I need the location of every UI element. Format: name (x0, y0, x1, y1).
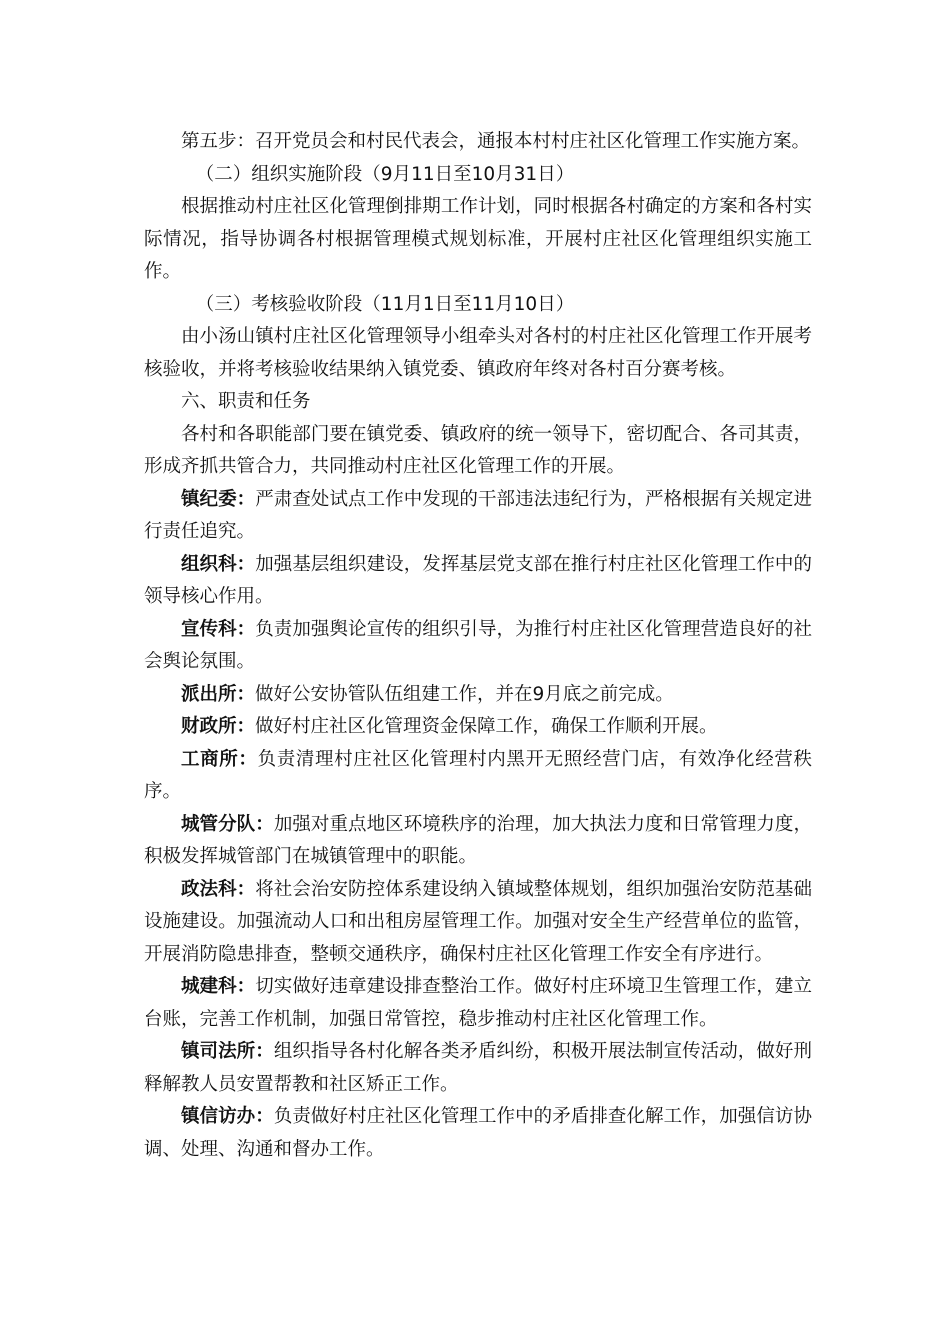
paragraph-text: 组织指导各村化解各类矛盾纠纷，积极开展法制宣传活动，做好刑释解教人员安置帮教和社区矫正工作。 (144, 1041, 812, 1095)
paragraph-text: 第五步：召开党员会和村民代表会，通报本村村庄社区化管理工作实施方案。 (181, 131, 811, 152)
paragraph-label: 派出所： (181, 683, 256, 705)
paragraph-text: 做好公安协管队伍组建工作，并在9月底之前完成。 (255, 683, 674, 705)
paragraph-implementation (144, 191, 812, 289)
paragraph-duties-intro (144, 419, 812, 484)
paragraph-urban-management (144, 809, 812, 874)
paragraph-police-station (144, 679, 812, 712)
paragraph-construction-section (144, 971, 812, 1036)
paragraph-label: 镇信访办： (181, 1106, 274, 1127)
paragraph-label: 城管分队： (181, 813, 274, 835)
paragraph-label: 镇司法所： (181, 1041, 274, 1062)
heading-duties (144, 386, 812, 419)
heading-assessment-stage (144, 289, 812, 322)
paragraph-label: 组织科： (181, 553, 256, 575)
paragraph-text: 由小汤山镇村庄社区化管理领导小组牵头对各村的村庄社区化管理工作开展考核验收，并将考核验收结果纳入镇党委、镇政府年终对各村百分赛考核。 (144, 326, 812, 380)
document-body (144, 126, 812, 1166)
paragraph-text: 加强对重点地区环境秩序的治理，加大执法力度和日常管理力度，积极发挥城管部门在城镇管理中的职能。 (144, 813, 812, 867)
paragraph-label: 城建科： (181, 976, 256, 997)
paragraph-judicial-office (144, 1036, 812, 1101)
paragraph-assessment (144, 321, 812, 386)
paragraph-label: 宣传科： (181, 618, 256, 640)
paragraph-text: （二）组织实施阶段（9月11日至10月31日） (195, 163, 575, 185)
paragraph-label: 政法科： (181, 878, 256, 900)
paragraph-step-five (144, 126, 812, 159)
paragraph-label: 财政所： (181, 716, 256, 737)
paragraph-text: 各村和各职能部门要在镇党委、镇政府的统一领导下，密切配合、各司其责，形成齐抓共管合力，共同推动村庄社区化管理工作的开展。 (144, 423, 812, 477)
paragraph-publicity-section (144, 614, 812, 679)
paragraph-petition-office (144, 1101, 812, 1166)
paragraph-label: 镇纪委： (181, 488, 256, 510)
paragraph-discipline-committee (144, 484, 812, 549)
paragraph-text: 加强基层组织建设，发挥基层党支部在推行村庄社区化管理工作中的领导核心作用。 (144, 553, 812, 607)
paragraph-text: 六、职责和任务 (181, 391, 311, 412)
paragraph-organization-section (144, 549, 812, 614)
paragraph-text: 负责清理村庄社区化管理村内黑开无照经营门店，有效净化经营秩序。 (144, 748, 812, 802)
paragraph-political-legal (144, 874, 812, 972)
paragraph-text: 严肃查处试点工作中发现的干部违法违纪行为，严格根据有关规定进行责任追究。 (144, 488, 812, 542)
paragraph-text: 负责做好村庄社区化管理工作中的矛盾排查化解工作，加强信访协调、处理、沟通和督办工作。 (144, 1106, 812, 1160)
paragraph-text: 根据推动村庄社区化管理倒排期工作计划，同时根据各村确定的方案和各村实际情况，指导协调各村根据管理模式规划标准，开展村庄社区化管理组织实施工作。 (144, 196, 812, 282)
paragraph-text: 负责加强舆论宣传的组织引导，为推行村庄社区化管理营造良好的社会舆论氛围。 (144, 618, 812, 672)
paragraph-label: 工商所： (181, 748, 258, 770)
paragraph-text: 切实做好违章建设排查整治工作。做好村庄环境卫生管理工作，建立台账，完善工作机制，加强日常管控，稳步推动村庄社区化管理工作。 (144, 976, 812, 1030)
paragraph-finance-office (144, 711, 812, 744)
paragraph-commerce-office (144, 744, 812, 809)
paragraph-text: 做好村庄社区化管理资金保障工作，确保工作顺利开展。 (255, 716, 718, 737)
paragraph-text: 将社会治安防控体系建设纳入镇域整体规划，组织加强治安防范基础设施建设。加强流动人口和出租房屋管理工作。加强对安全生产经营单位的监管，开展消防隐患排查，整顿交通秩序，确保村庄社区化管理工作安全有序进行。 (144, 878, 812, 965)
heading-implementation-stage (144, 159, 812, 192)
paragraph-text: （三）考核验收阶段（11月1日至11月10日） (195, 293, 575, 315)
